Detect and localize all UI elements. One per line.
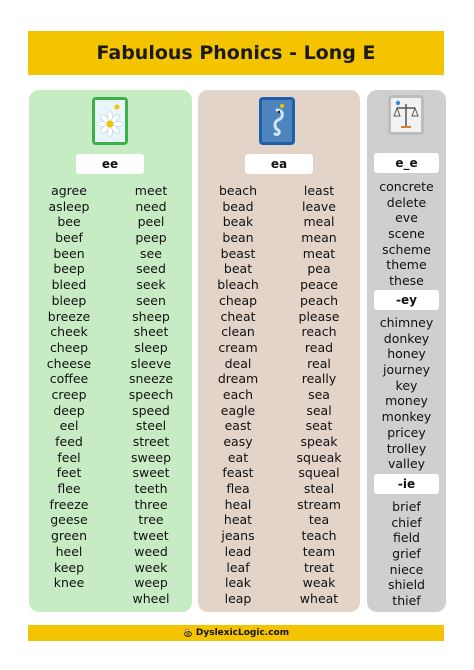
- list-item: speech: [128, 386, 174, 402]
- ee-column: [29, 90, 192, 612]
- list-item: beat: [223, 261, 253, 277]
- page-title: Fabulous Phonics - Long E: [28, 31, 444, 75]
- list-item: beef: [55, 230, 83, 246]
- list-item: east: [224, 418, 252, 434]
- footer-brand[interactable]: DyslexicLogic.com: [195, 628, 290, 638]
- list-item: eat: [227, 449, 249, 465]
- list-item: sea: [308, 386, 330, 402]
- list-item: sneeze: [128, 371, 174, 387]
- list-item: thief: [392, 593, 421, 609]
- list-item: please: [298, 308, 340, 324]
- list-item: sweet: [132, 465, 170, 481]
- list-item: sleep: [134, 339, 168, 355]
- list-item: teeth: [134, 481, 168, 497]
- list-item: steal: [303, 481, 335, 497]
- ie-label: -ie: [374, 474, 439, 494]
- list-item: clean: [221, 324, 255, 340]
- list-item: chimney: [379, 315, 434, 330]
- list-item: deep: [53, 402, 85, 418]
- list-item: flea: [226, 481, 250, 497]
- list-item: street: [132, 434, 170, 449]
- bee-icon: [183, 628, 193, 638]
- list-item: bead: [222, 198, 254, 214]
- list-item: heal: [224, 496, 252, 512]
- list-item: week: [134, 559, 168, 575]
- list-item: pea: [307, 261, 331, 277]
- list-item: really: [301, 371, 337, 387]
- daisy-card-icon: [92, 97, 128, 145]
- list-item: sweep: [130, 449, 172, 465]
- seahorse-card-icon: [259, 97, 295, 145]
- list-item: leap: [224, 590, 252, 606]
- list-item: sleeve: [130, 355, 172, 371]
- list-item: eve: [395, 210, 418, 226]
- list-item: cheese: [46, 355, 92, 371]
- list-item: treat: [303, 559, 335, 575]
- list-item: peel: [137, 214, 165, 230]
- list-item: least: [303, 183, 335, 198]
- list-item: bee: [57, 214, 81, 230]
- list-item: asleep: [48, 198, 90, 214]
- ie-word-list: [369, 499, 444, 609]
- list-item: brief: [392, 499, 421, 514]
- list-item: breeze: [47, 308, 91, 324]
- list-item: cheek: [50, 324, 88, 340]
- scales-card-icon: [388, 95, 424, 135]
- ee-word-list-left: [35, 183, 103, 591]
- list-item: green: [50, 528, 88, 544]
- list-item: read: [304, 339, 334, 355]
- list-item: seal: [306, 402, 332, 418]
- list-item: honey: [387, 346, 426, 362]
- list-item: wheel: [132, 590, 170, 606]
- list-item: weed: [134, 543, 168, 559]
- list-item: squeak: [296, 449, 342, 465]
- ee-label: ee: [76, 154, 144, 174]
- list-item: feed: [55, 434, 83, 449]
- list-item: seat: [305, 418, 333, 434]
- list-item: feet: [56, 465, 82, 481]
- list-item: meat: [302, 245, 336, 261]
- list-item: scene: [388, 226, 425, 242]
- list-item: sheet: [133, 324, 169, 340]
- list-item: leave: [302, 198, 336, 214]
- list-item: been: [53, 245, 85, 261]
- list-item: tea: [308, 512, 330, 528]
- list-item: eel: [59, 418, 79, 434]
- list-item: peach: [299, 292, 339, 308]
- list-item: three: [134, 496, 168, 512]
- list-item: jeans: [221, 528, 255, 544]
- list-item: cheep: [49, 339, 89, 355]
- ea-column: [198, 90, 360, 612]
- list-item: peace: [300, 277, 338, 293]
- list-item: pricey: [387, 424, 426, 440]
- list-item: peep: [135, 230, 167, 246]
- list-item: teach: [301, 528, 337, 544]
- list-item: real: [307, 355, 331, 371]
- list-item: niece: [389, 561, 424, 577]
- split-column: [367, 90, 446, 612]
- list-item: scheme: [382, 241, 431, 257]
- list-item: chief: [391, 514, 422, 530]
- list-item: weep: [134, 575, 168, 591]
- list-item: trolley: [386, 440, 427, 456]
- list-item: leaf: [226, 559, 250, 575]
- ea-label: ea: [245, 154, 313, 174]
- list-item: tree: [138, 512, 164, 528]
- list-item: coffee: [49, 371, 89, 387]
- list-item: geese: [50, 512, 88, 528]
- list-item: squeal: [298, 465, 340, 481]
- list-item: tweet: [133, 528, 169, 544]
- list-item: feel: [57, 449, 81, 465]
- list-item: monkey: [381, 409, 432, 425]
- e-e-label: e_e: [374, 153, 439, 173]
- list-item: donkey: [383, 330, 430, 346]
- list-item: need: [135, 198, 167, 214]
- list-item: bleep: [51, 292, 87, 308]
- list-item: bean: [222, 230, 254, 246]
- list-item: seed: [136, 261, 166, 277]
- list-item: seek: [136, 277, 166, 293]
- list-item: easy: [223, 434, 253, 449]
- list-item: beach: [218, 183, 258, 198]
- list-item: cream: [218, 339, 258, 355]
- list-item: heat: [223, 512, 253, 528]
- ea-word-list-right: [284, 183, 354, 607]
- list-item: each: [222, 386, 254, 402]
- list-item: journey: [383, 362, 430, 378]
- list-item: feast: [222, 465, 254, 481]
- list-item: valley: [387, 456, 426, 472]
- ey-label: -ey: [374, 290, 439, 310]
- list-item: bleed: [51, 277, 87, 293]
- list-item: agree: [51, 183, 87, 198]
- list-item: money: [385, 393, 428, 409]
- list-item: heel: [55, 543, 83, 559]
- list-item: steel: [135, 418, 167, 434]
- list-item: key: [395, 377, 418, 393]
- ee-word-list-right: [117, 183, 185, 607]
- list-item: meal: [303, 214, 335, 230]
- list-item: sheep: [132, 308, 170, 324]
- list-item: concrete: [379, 179, 434, 194]
- list-item: reach: [301, 324, 337, 340]
- list-item: keep: [53, 559, 85, 575]
- list-item: speak: [300, 434, 338, 449]
- list-item: speed: [132, 402, 170, 418]
- list-item: team: [302, 543, 336, 559]
- list-item: weak: [302, 575, 336, 591]
- list-item: field: [393, 530, 420, 546]
- list-item: mean: [301, 230, 337, 246]
- list-item: see: [140, 245, 162, 261]
- list-item: theme: [386, 257, 427, 273]
- list-item: dream: [217, 371, 259, 387]
- list-item: these: [389, 273, 424, 289]
- list-item: lead: [224, 543, 252, 559]
- list-item: wheat: [299, 590, 339, 606]
- footer-bar: [28, 625, 444, 641]
- list-item: meet: [134, 183, 168, 198]
- list-item: freeze: [49, 496, 89, 512]
- list-item: beep: [53, 261, 85, 277]
- list-item: cheat: [220, 308, 256, 324]
- list-item: beak: [222, 214, 254, 230]
- list-item: deal: [224, 355, 252, 371]
- list-item: stream: [297, 496, 341, 512]
- list-item: cheap: [218, 292, 258, 308]
- e-e-word-list: [369, 179, 444, 289]
- list-item: shield: [387, 577, 425, 593]
- list-item: beast: [220, 245, 256, 261]
- list-item: delete: [386, 194, 427, 210]
- list-item: grief: [392, 546, 421, 562]
- ey-word-list: [369, 315, 444, 472]
- list-item: knee: [53, 575, 85, 591]
- list-item: bleach: [217, 277, 259, 293]
- ea-word-list-left: [204, 183, 272, 607]
- list-item: creep: [51, 386, 87, 402]
- list-item: seen: [136, 292, 166, 308]
- list-item: eagle: [220, 402, 256, 418]
- list-item: flee: [57, 481, 81, 497]
- list-item: leak: [224, 575, 252, 591]
